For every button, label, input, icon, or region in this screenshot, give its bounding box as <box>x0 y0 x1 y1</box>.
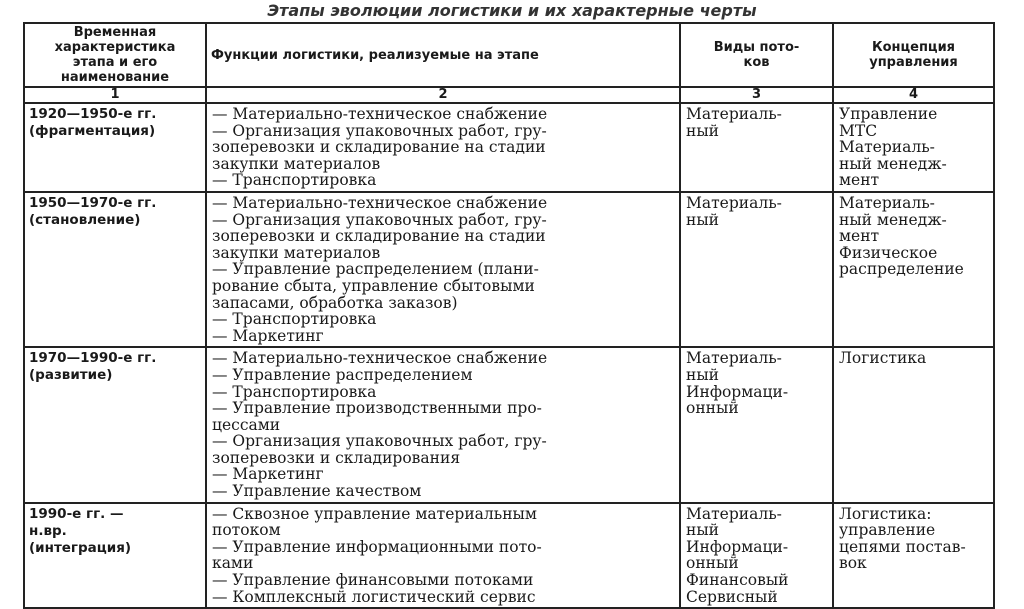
functions-cell-line: зоперевозки и складирование на стадии <box>212 138 546 157</box>
functions-cell-line: — Транспортировка <box>212 310 377 329</box>
functions-cell-line: — Материально-техническое снабжение <box>212 105 548 123</box>
flows-cell-line: Материаль- <box>686 504 782 523</box>
concept-cell-line: распределение <box>839 260 964 279</box>
period-cell-line: н.вр. <box>29 522 67 539</box>
functions-cell-line: зоперевозки и складирование на стадии <box>212 227 546 246</box>
functions-cell-line: — Организация упаковочных работ, гру- <box>212 121 547 140</box>
period-cell-line: (интеграция) <box>29 539 132 556</box>
flows-cell-line: Материаль- <box>686 349 782 368</box>
concept-cell <box>833 103 994 192</box>
flows-cell <box>680 192 833 347</box>
period-cell-line: 1950—1970-е гг. <box>29 194 157 211</box>
concept-cell <box>833 192 994 347</box>
flows-cell-line: Финансовый <box>686 571 789 590</box>
functions-cell-line: — Управление распределением <box>212 365 473 384</box>
concept-cell-line: Управление <box>839 105 938 123</box>
functions-cell-line: — Маркетинг <box>212 465 324 484</box>
page-title: Этапы эволюции логистики и их характерные черты <box>267 1 757 20</box>
concept-cell-line: мент <box>839 171 880 190</box>
functions-cell <box>206 347 680 502</box>
flows-cell-line: ный <box>686 365 719 384</box>
flows-cell-line: онный <box>686 399 739 418</box>
flows-cell <box>680 347 833 502</box>
functions-cell-line: — Управление качеством <box>212 482 422 501</box>
table-row <box>24 347 994 502</box>
header-concept: Концепция управления <box>833 23 994 87</box>
table-header-row <box>24 23 994 87</box>
functions-cell-line: — Управление распределением (плани- <box>212 260 539 279</box>
concept-cell-line: ный менедж- <box>839 210 947 229</box>
period-cell <box>24 192 206 347</box>
functions-cell-line: — Материально-техническое снабжение <box>212 193 548 212</box>
flows-cell <box>680 503 833 609</box>
functions-cell-line: — Транспортировка <box>212 382 377 401</box>
functions-cell-line: — Управление финансовыми потоками <box>212 571 534 590</box>
functions-cell-line: закупки материалов <box>212 154 381 173</box>
column-number: 2 <box>206 87 680 103</box>
concept-cell-line: Материаль- <box>839 193 935 212</box>
functions-cell-line: — Управление информационными пото- <box>212 537 542 556</box>
concept-cell-line: Логистика <box>839 349 927 368</box>
functions-cell-line: — Транспортировка <box>212 171 377 190</box>
functions-cell-line: запасами, обработка заказов) <box>212 293 458 312</box>
functions-cell <box>206 192 680 347</box>
table-row <box>24 192 994 347</box>
flows-cell-line: Сервисный <box>686 587 778 606</box>
functions-cell-line: — Организация упаковочных работ, гру- <box>212 210 547 229</box>
logistics-evolution-table <box>23 22 995 609</box>
flows-cell-line: Информаци- <box>686 382 789 401</box>
period-cell-line: 1990-е гг. — <box>29 505 124 522</box>
flows-cell-line: ный <box>686 210 719 229</box>
column-number: 4 <box>833 87 994 103</box>
header-period: Временная характеристика этапа и его наименование <box>24 23 206 87</box>
period-cell <box>24 347 206 502</box>
table-row <box>24 103 994 192</box>
concept-cell-line: цепями постав- <box>839 537 966 556</box>
concept-cell-line: вок <box>839 554 867 573</box>
concept-cell-line: Физическое <box>839 243 938 262</box>
functions-cell-line: зоперевозки и складирования <box>212 448 461 467</box>
concept-cell <box>833 503 994 609</box>
column-number: 1 <box>24 87 206 103</box>
functions-cell-line: — Сквозное управление материальным <box>212 504 537 523</box>
column-numbers-row <box>24 87 994 103</box>
period-cell <box>24 103 206 192</box>
period-cell-line: 1920—1950-е гг. <box>29 106 157 122</box>
period-cell-line: (развитие) <box>29 367 113 384</box>
functions-cell-line: — Управление производственными про- <box>212 399 542 418</box>
functions-cell-line: закупки материалов <box>212 243 381 262</box>
column-number: 3 <box>680 87 833 103</box>
flows-cell-line: Материаль- <box>686 193 782 212</box>
concept-cell-line: мент <box>839 227 880 246</box>
concept-cell-line: управление <box>839 521 936 540</box>
period-cell-line: (становление) <box>29 211 141 228</box>
table-row <box>24 503 994 609</box>
functions-cell-line: цессами <box>212 415 281 434</box>
functions-cell <box>206 503 680 609</box>
flows-cell <box>680 103 833 192</box>
flows-cell-line: Информаци- <box>686 537 789 556</box>
flows-cell-line: ный <box>686 521 719 540</box>
concept-cell-line: ный менедж- <box>839 154 947 173</box>
period-cell <box>24 503 206 609</box>
flows-cell-line: онный <box>686 554 739 573</box>
flows-cell-line: ный <box>686 121 719 140</box>
functions-cell-line: рование сбыта, управление сбытовыми <box>212 276 535 295</box>
functions-cell <box>206 103 680 192</box>
concept-cell <box>833 347 994 502</box>
functions-cell-line: — Маркетинг <box>212 326 324 345</box>
functions-cell-line: — Организация упаковочных работ, гру- <box>212 432 547 451</box>
concept-cell-line: Материаль- <box>839 138 935 157</box>
functions-cell-line: — Комплексный логистический сервис <box>212 587 536 606</box>
concept-cell-line: МТС <box>839 121 878 140</box>
flows-cell-line: Материаль- <box>686 105 782 123</box>
header-flows: Виды пото- ков <box>680 23 833 87</box>
period-cell-line: (фрагментация) <box>29 123 156 139</box>
functions-cell-line: ками <box>212 554 254 573</box>
period-cell-line: 1970—1990-е гг. <box>29 350 157 367</box>
functions-cell-line: — Материально-техническое снабжение <box>212 349 548 368</box>
header-functions: Функции логистики, реализуемые на этапе <box>206 23 680 87</box>
concept-cell-line: Логистика: <box>839 504 932 523</box>
functions-cell-line: потоком <box>212 521 281 540</box>
